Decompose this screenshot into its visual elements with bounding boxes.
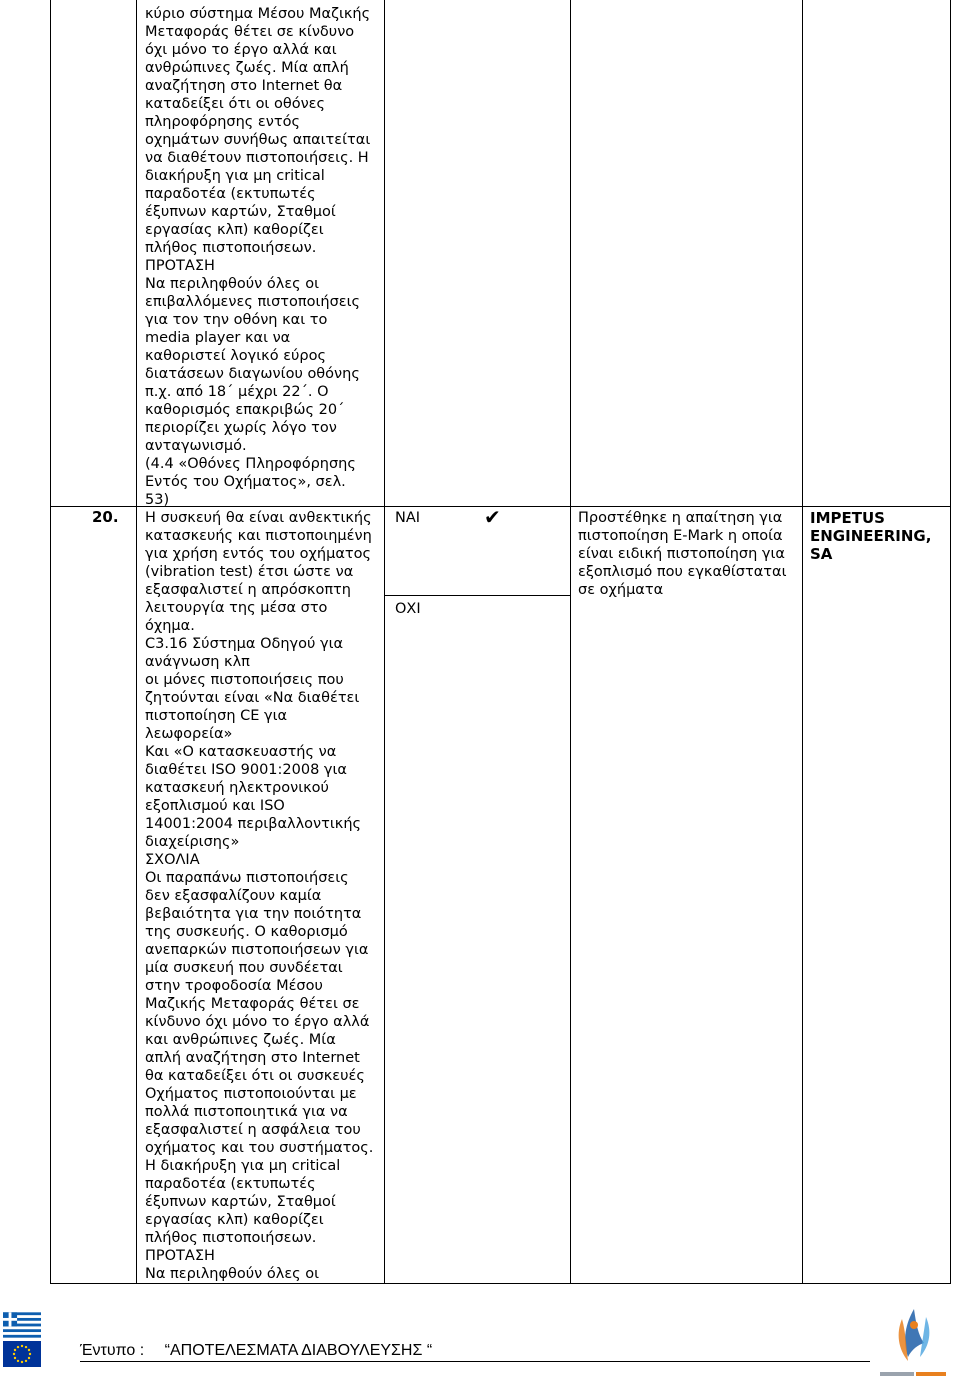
footer-title: “ΑΠΟΤΕΛΕΣΜΑΤΑ ΔΙΑΒΟΥΛΕΥΣΗΣ “ [164,1342,433,1359]
digital-greece-logo-icon [872,1305,956,1385]
row-20-comment-text: Η συσκευή θα είναι ανθεκτικής κατασκευής και πιστοποιημένη για χρήση εντός του οχήματος (vibration test) έτσι ώστε να εξασφαλιστεί η απρόσκοπτη λειτουργία της μέσα στο όχημα. C3.16 Σύστημα Οδηγού για ανάγνωση κλπ οι μόνες πιστοποιήσεις που ζητούνται είναι «Να διαθέτει πιστοποίηση CE για λεωφορεία» Και «Ο κατασκευαστής να διαθέτει ISO 9001:2008 για κατασκευή ηλεκτρονικού εξοπλισμού και ISO 14001:2004 περιβαλλοντικής διαχείρισης» ΣΧΟΛΙΑ Οι παραπάνω πιστοποιήσεις δεν εξασφαλίζουν καμία βεβαιότητα για την ποιότητα της συσκευής. Ο καθορισμό ανεπαρκών πιστοποιήσεων για μία συσκευή που συνδέεται στην τροφοδοσία Μέσου Μαζικής Μεταφοράς θέτει σε κίνδυνο όχι μόνο το έργο αλλά και ανθρώπινες ζωές. Μία απλή αναζήτηση στο Internet θα καταδείξει ότι οι συσκευές Οχήματος πιστοποιούνται με πολλά πιστοποιητικά για να εξασφαλιστεί η ασφάλεια του οχήματος και του συστήματος. Η διακήρυξη για μη critical παραδοτέα (εκτυπωτές έξυπνων καρτών, Σταθμοί εργασίας κλπ) καθορίζει πλήθος πιστοποιήσεων. ΠΡΟΤΑΣΗ Να περιληφθούν όλες οι [145,510,374,1282]
response-text: Προστέθηκε η απαίτηση για πιστοποίηση E-Mark η οποία είναι ειδική πιστοποίηση για εξοπλισμό που εγκαθίσταται σε οχήματα [578,510,787,598]
table-border-right [950,0,951,1283]
row-number: 20. [92,508,119,526]
greek-flag-icon [3,1312,41,1338]
footer-label: Έντυπο : [80,1342,145,1359]
yes-no-divider [384,595,571,596]
no-label: ΟΧΙ [395,601,421,617]
table-border-col5 [802,0,803,1283]
checkmark-icon: ✔ [484,505,501,529]
yes-label: ΝΑΙ [395,510,421,526]
footer-rule [80,1361,870,1362]
table-border-col2 [136,0,137,1283]
company-name: IMPETUS ENGINEERING, SA [810,509,932,563]
table-border-left [50,0,51,1283]
table-border-col4 [570,0,571,1283]
footer-form-label [80,1342,438,1360]
eu-flag-icon [3,1341,41,1367]
table-border-col3 [384,0,385,1283]
table-border-bottom [50,1283,951,1284]
continued-comment-text: κύριο σύστημα Μέσου Μαζικής Μεταφοράς θέτει σε κίνδυνο όχι μόνο το έργο αλλά και ανθρώπινες ζωές. Μία απλή αναζήτηση στο Internet θα καταδείξει ότι οι οθόνες πληροφόρησης εντός οχημάτων συνήθως απαιτείται να διαθέτουν πιστοποιήσεις. Η διακήρυξη για μη critical παραδοτέα (εκτυπωτές έξυπνων καρτών, Σταθμοί εργασίας κλπ) καθορίζει πλήθος πιστοποιήσεων. ΠΡΟΤΑΣΗ Να περιληφθούν όλες οι επιβαλλόμενες πιστοποιήσεις για τον την οθόνη και το media player και να καθοριστεί λογικό εύρος διατάσεων διαγωνίου οθόνης π.χ. από 18΄ μέχρι 22΄. Ο καθορισμός επακριβώς 20΄ περιορίζει χωρίς λόγο τον ανταγωνισμό. (4.4 «Οθόνες Πληροφόρησης Εντός του Οχήματος», σελ. 53) [145,6,371,508]
